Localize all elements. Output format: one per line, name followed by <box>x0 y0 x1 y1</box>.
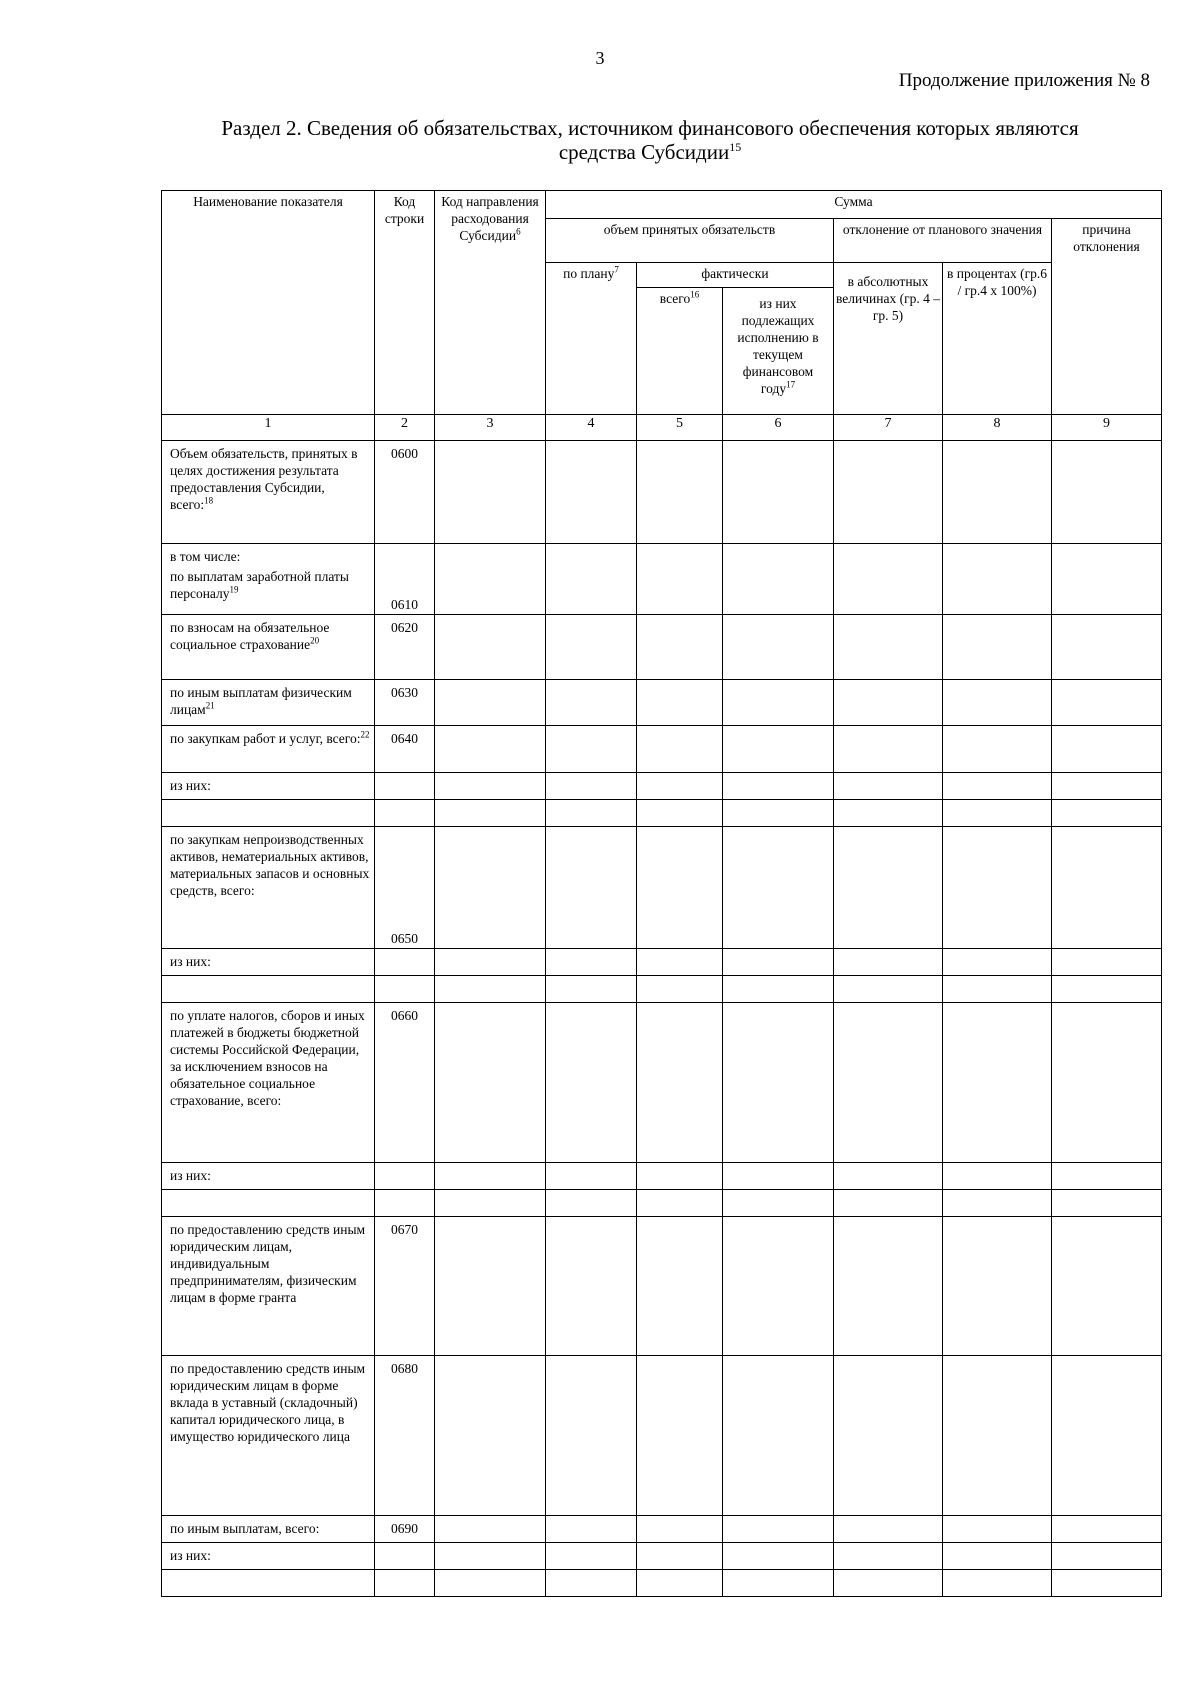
cell <box>1052 976 1162 1003</box>
header-code: Код строки <box>375 191 435 415</box>
cell <box>723 544 834 615</box>
cell <box>637 1163 723 1190</box>
cell <box>1052 1217 1162 1356</box>
cell <box>943 976 1052 1003</box>
row-name-text: по взносам на обязательное социальное страхование <box>170 620 330 652</box>
cell <box>1052 1356 1162 1516</box>
cell <box>546 1356 637 1516</box>
cell <box>546 1003 637 1163</box>
cell <box>1052 800 1162 827</box>
cell <box>723 1356 834 1516</box>
table-row <box>162 1516 1162 1543</box>
cell <box>375 1190 435 1217</box>
cell <box>943 1570 1052 1597</box>
footnote-ref: 17 <box>786 379 796 390</box>
header-deviation: отклонение от планового значения <box>834 219 1052 263</box>
cell <box>546 976 637 1003</box>
cell <box>637 827 723 949</box>
cell <box>546 1190 637 1217</box>
footnote-ref: 21 <box>205 700 215 711</box>
cell <box>834 800 943 827</box>
cell <box>1052 827 1162 949</box>
cell <box>637 1516 723 1543</box>
cell <box>375 773 435 800</box>
cell <box>435 680 546 726</box>
cell <box>723 726 834 773</box>
cell <box>1052 1570 1162 1597</box>
cell <box>723 1543 834 1570</box>
cell <box>834 827 943 949</box>
footnote-ref: 22 <box>360 729 370 740</box>
column-number: 3 <box>435 415 546 441</box>
section-title <box>160 116 1140 164</box>
section-title-text: средства Субсидии <box>558 140 730 164</box>
cell <box>834 1003 943 1163</box>
header-of-which <box>723 288 834 415</box>
cell <box>637 441 723 544</box>
cell <box>637 1190 723 1217</box>
cell <box>834 1190 943 1217</box>
cell <box>1052 726 1162 773</box>
cell <box>834 544 943 615</box>
cell <box>637 1003 723 1163</box>
row-name: по предоставлению средств иным юридическим лицам, индивидуальным предпринимателям, физическим лицам в форме гранта <box>162 1217 375 1356</box>
footnote-ref: 19 <box>229 584 239 595</box>
cell <box>1052 441 1162 544</box>
table-row <box>162 615 1162 680</box>
column-number: 7 <box>834 415 943 441</box>
footnote-ref: 18 <box>204 495 214 506</box>
cell <box>1052 1163 1162 1190</box>
column-number: 8 <box>943 415 1052 441</box>
cell <box>435 441 546 544</box>
row-name: по уплате налогов, сборов и иных платежей в бюджеты бюджетной системы Российской Федерации, за исключением взносов на обязательное социальное страхование, всего: <box>162 1003 375 1163</box>
cell <box>1052 1003 1162 1163</box>
cell <box>834 773 943 800</box>
cell <box>637 544 723 615</box>
row-code: 0680 <box>375 1356 435 1516</box>
cell <box>943 1003 1052 1163</box>
cell <box>546 773 637 800</box>
cell <box>943 827 1052 949</box>
cell <box>435 1217 546 1356</box>
cell <box>435 1356 546 1516</box>
cell <box>943 680 1052 726</box>
cell <box>546 827 637 949</box>
cell <box>637 949 723 976</box>
cell <box>723 949 834 976</box>
row-code: 0600 <box>375 441 435 544</box>
cell <box>637 1543 723 1570</box>
section-title-line-2 <box>160 140 1140 164</box>
column-number: 4 <box>546 415 637 441</box>
header-total <box>637 288 723 415</box>
row-name: по иным выплатам, всего: <box>162 1516 375 1543</box>
cell <box>723 976 834 1003</box>
cell <box>375 1163 435 1190</box>
cell <box>943 1356 1052 1516</box>
cell <box>943 441 1052 544</box>
cell <box>723 441 834 544</box>
cell <box>834 1356 943 1516</box>
row-code: 0620 <box>375 615 435 680</box>
row-name: из них: <box>162 1163 375 1190</box>
cell <box>546 1570 637 1597</box>
cell <box>162 1570 375 1597</box>
cell <box>943 544 1052 615</box>
row-code: 0630 <box>375 680 435 726</box>
cell <box>1052 680 1162 726</box>
cell <box>943 1516 1052 1543</box>
cell <box>435 1163 546 1190</box>
cell <box>834 441 943 544</box>
cell <box>435 800 546 827</box>
cell <box>435 1543 546 1570</box>
section-title-line-1: Раздел 2. Сведения об обязательствах, источником финансового обеспечения которых являются <box>221 116 1079 140</box>
cell <box>1052 773 1162 800</box>
cell <box>162 800 375 827</box>
cell <box>546 1217 637 1356</box>
row-code: 0610 <box>375 544 435 615</box>
page-number: 3 <box>595 48 605 68</box>
cell <box>723 615 834 680</box>
cell <box>546 1516 637 1543</box>
table-row <box>162 976 1162 1003</box>
cell <box>435 773 546 800</box>
cell <box>1052 1543 1162 1570</box>
cell <box>834 949 943 976</box>
cell <box>943 949 1052 976</box>
table-row <box>162 1217 1162 1356</box>
header-total-text: всего <box>659 291 691 306</box>
table-row <box>162 1003 1162 1163</box>
cell <box>943 1217 1052 1356</box>
cell <box>1052 1190 1162 1217</box>
cell <box>435 1003 546 1163</box>
cell <box>546 1163 637 1190</box>
table-row <box>162 773 1162 800</box>
table-row <box>162 544 1162 615</box>
column-number: 9 <box>1052 415 1162 441</box>
footnote-ref: 6 <box>516 226 521 237</box>
cell <box>834 1570 943 1597</box>
cell <box>834 680 943 726</box>
header-direction-code-text: Код направления расходования Субсидии <box>441 194 539 243</box>
cell <box>723 827 834 949</box>
header-absolute: в абсолютных величинах (гр. 4 – гр. 5) <box>834 263 943 415</box>
footnote-ref: 16 <box>690 289 700 300</box>
header-actual: фактически <box>637 263 834 288</box>
header-direction-code <box>435 191 546 415</box>
cell <box>943 1190 1052 1217</box>
cell <box>435 726 546 773</box>
row-name: из них: <box>162 949 375 976</box>
cell <box>723 1003 834 1163</box>
table-row <box>162 949 1162 976</box>
row-name <box>162 441 375 544</box>
cell <box>546 800 637 827</box>
cell <box>943 773 1052 800</box>
header-accepted-obligations: объем принятых обязательств <box>546 219 834 263</box>
row-name-text: по выплатам заработной платы персоналу <box>170 569 349 601</box>
row-sub-label: в том числе: <box>170 549 241 564</box>
footnote-ref: 20 <box>310 635 320 646</box>
header-plan <box>546 263 637 415</box>
cell <box>834 1543 943 1570</box>
row-name: по предоставлению средств иным юридическим лицам в форме вклада в уставный (складочный) капитал юридического лица, в имущество юридического лица <box>162 1356 375 1516</box>
row-name: по закупкам непроизводственных активов, нематериальных активов, материальных запасов и основных средств, всего: <box>162 827 375 949</box>
cell <box>723 680 834 726</box>
cell <box>162 1190 375 1217</box>
cell <box>375 976 435 1003</box>
appendix-continuation: Продолжение приложения № 8 <box>898 70 1150 91</box>
cell <box>943 800 1052 827</box>
table-row <box>162 441 1162 544</box>
cell <box>546 726 637 773</box>
row-code: 0690 <box>375 1516 435 1543</box>
cell <box>375 800 435 827</box>
header-plan-text: по плану <box>563 266 615 281</box>
cell <box>834 976 943 1003</box>
header-name: Наименование показателя <box>162 191 375 415</box>
cell <box>723 1190 834 1217</box>
cell <box>1052 949 1162 976</box>
cell <box>723 773 834 800</box>
cell <box>1052 615 1162 680</box>
row-name <box>162 726 375 773</box>
header-sum: Сумма <box>546 191 1162 219</box>
cell <box>375 1570 435 1597</box>
cell <box>637 976 723 1003</box>
cell <box>834 1516 943 1543</box>
cell <box>375 949 435 976</box>
header-of-which-text: из них подлежащих исполнению в текущем финансовом году <box>737 296 819 396</box>
row-name-text: по закупкам работ и услуг, всего: <box>170 731 361 746</box>
row-name <box>162 615 375 680</box>
cell <box>435 1570 546 1597</box>
obligations-table <box>161 190 1162 1597</box>
cell <box>435 827 546 949</box>
table-row <box>162 1543 1162 1570</box>
footnote-ref: 7 <box>614 264 619 275</box>
header-reason: причина отклонения <box>1052 219 1162 415</box>
footnote-ref: 15 <box>729 140 742 154</box>
table-row <box>162 726 1162 773</box>
header-percent: в процентах (гр.6 / гр.4 х 100%) <box>943 263 1052 415</box>
cell <box>723 1217 834 1356</box>
column-numbers-row <box>162 415 1162 441</box>
cell <box>1052 1516 1162 1543</box>
cell <box>834 615 943 680</box>
row-code: 0660 <box>375 1003 435 1163</box>
cell <box>834 1163 943 1190</box>
cell <box>637 1570 723 1597</box>
cell <box>546 441 637 544</box>
cell <box>435 544 546 615</box>
cell <box>435 1190 546 1217</box>
cell <box>943 1543 1052 1570</box>
cell <box>723 1570 834 1597</box>
cell <box>435 976 546 1003</box>
cell <box>435 1516 546 1543</box>
cell <box>546 1543 637 1570</box>
table-row <box>162 1570 1162 1597</box>
cell <box>637 1356 723 1516</box>
table-row <box>162 827 1162 949</box>
table-row <box>162 1163 1162 1190</box>
row-name-text: по иным выплатам физическим лицам <box>170 685 352 717</box>
row-code: 0640 <box>375 726 435 773</box>
cell <box>637 680 723 726</box>
column-number: 5 <box>637 415 723 441</box>
cell <box>162 976 375 1003</box>
cell <box>546 544 637 615</box>
column-number: 2 <box>375 415 435 441</box>
cell <box>375 1543 435 1570</box>
table-row <box>162 680 1162 726</box>
cell <box>723 1516 834 1543</box>
row-code: 0650 <box>375 827 435 949</box>
cell <box>834 1217 943 1356</box>
cell <box>546 949 637 976</box>
cell <box>943 615 1052 680</box>
table-row <box>162 1190 1162 1217</box>
column-number: 6 <box>723 415 834 441</box>
cell <box>637 615 723 680</box>
cell <box>943 1163 1052 1190</box>
row-name: из них: <box>162 773 375 800</box>
cell <box>546 615 637 680</box>
row-name <box>162 544 375 615</box>
table-row <box>162 800 1162 827</box>
cell <box>834 726 943 773</box>
cell <box>637 1217 723 1356</box>
cell <box>723 800 834 827</box>
cell <box>435 615 546 680</box>
cell <box>435 949 546 976</box>
cell <box>637 726 723 773</box>
cell <box>546 680 637 726</box>
cell <box>637 773 723 800</box>
row-code: 0670 <box>375 1217 435 1356</box>
column-number: 1 <box>162 415 375 441</box>
cell <box>1052 544 1162 615</box>
row-name-text: Объем обязательств, принятых в целях достижения результата предоставления Субсидии, всего: <box>170 446 358 512</box>
table-row <box>162 1356 1162 1516</box>
row-name <box>162 680 375 726</box>
row-name: из них: <box>162 1543 375 1570</box>
cell <box>943 726 1052 773</box>
cell <box>723 1163 834 1190</box>
cell <box>637 800 723 827</box>
